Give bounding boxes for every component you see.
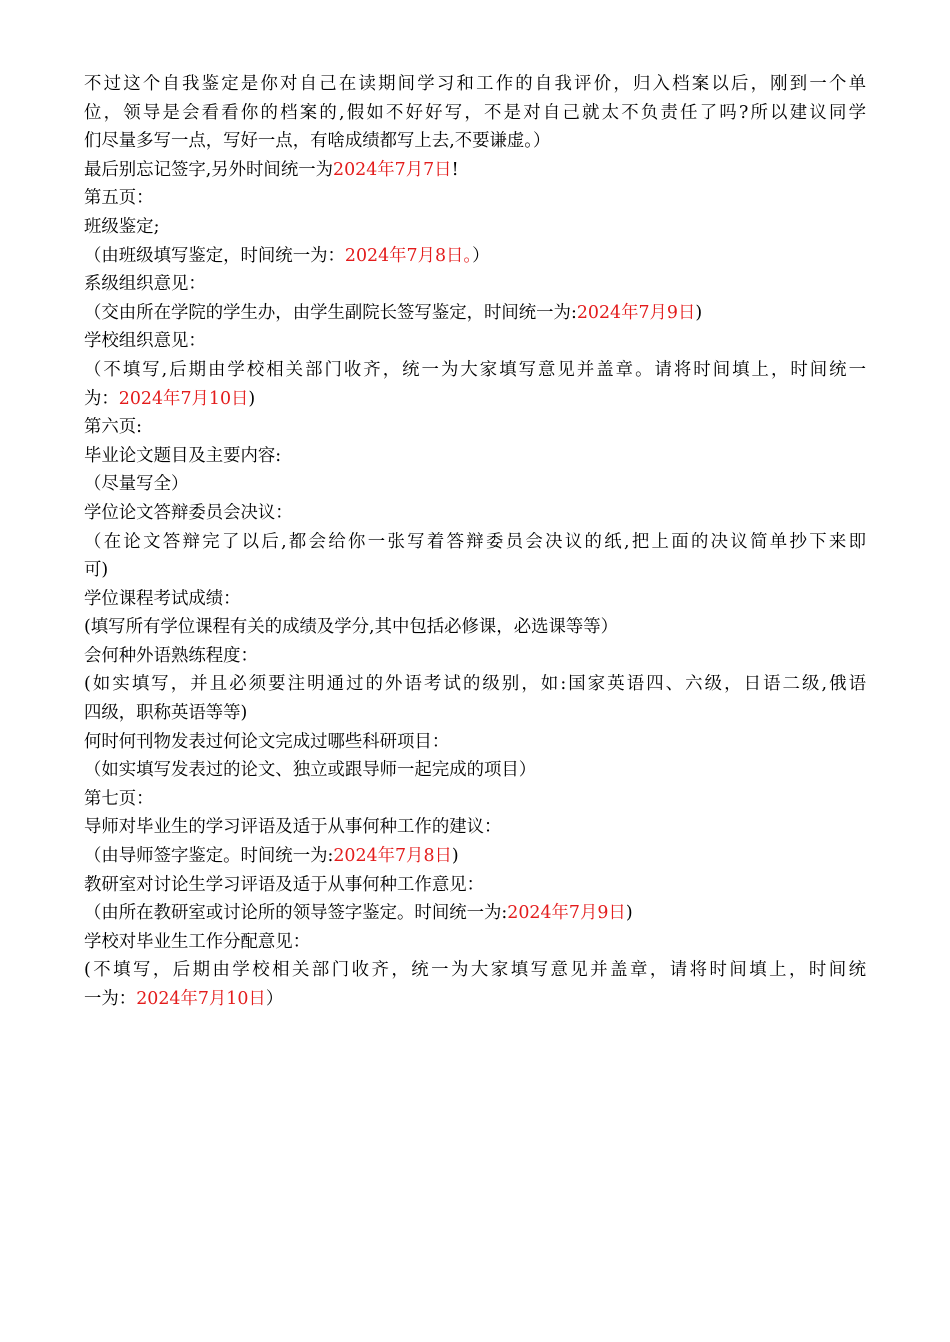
text-segment: （交由所在学院的学生办，由学生副院长签写鉴定，时间统一为:: [84, 302, 577, 323]
text-segment: 第六页:: [84, 417, 143, 438]
text-line: [84, 327, 866, 356]
text-segment: 四级，职称英语等等): [84, 703, 248, 724]
text-segment: 班级鉴定;: [84, 216, 160, 237]
text-segment: （由所在教研室或讨论所的领导签字鉴定。时间统一为:: [84, 903, 508, 924]
text-line: [84, 728, 866, 757]
text-line: [84, 156, 866, 185]
text-segment: ): [451, 846, 459, 867]
text-segment: !: [451, 159, 459, 180]
text-line: [84, 385, 866, 414]
text-line: [84, 270, 866, 299]
text-segment: ): [695, 302, 703, 323]
text-segment: 们尽量多写一点，写好一点，有啥成绩都写上去,不要谦虚。）: [84, 131, 551, 152]
highlighted-date: 2024年7月10日: [118, 388, 249, 409]
text-segment: 学位课程考试成绩：: [84, 588, 241, 609]
text-segment: 何时何刊物发表过何论文完成过哪些科研项目：: [84, 731, 450, 752]
text-line: [84, 670, 866, 699]
text-line: [84, 699, 866, 728]
text-segment: （不填写,后期由学校相关部门收齐，统一为大家填写意见并盖章。请将时间填上，时间统一: [84, 359, 866, 380]
text-line: [84, 871, 866, 900]
text-line: [84, 242, 866, 271]
text-segment: 一为：: [84, 989, 137, 1009]
text-line: [84, 413, 866, 442]
text-segment: 最后别忘记签字,另外时间统一为: [84, 159, 333, 180]
text-line: [84, 213, 866, 242]
highlighted-date: 2024年7月7日: [333, 159, 452, 180]
text-line: [84, 499, 866, 528]
text-segment: 为：: [84, 388, 119, 409]
text-line: [84, 127, 866, 156]
text-segment: （在论文答辩完了以后,都会给你一张写着答辩委员会决议的纸,把上面的决议简单抄下来即: [84, 531, 866, 552]
text-segment: (如实填写，并且必须要注明通过的外语考试的级别，如:国家英语四、六级，日语二级,俄语: [84, 674, 866, 695]
text-line: [84, 184, 866, 213]
text-line: [84, 99, 866, 128]
text-line: [84, 842, 866, 871]
text-line: [84, 356, 866, 385]
text-segment: （由班级填写鉴定，时间统一为：: [84, 245, 345, 266]
text-segment: 学校对毕业生工作分配意见：: [84, 931, 311, 952]
text-line: [84, 813, 866, 842]
text-line: [84, 985, 866, 1014]
text-segment: （如实填写发表过的论文、独立或跟导师一起完成的项目）: [84, 760, 537, 781]
text-line: [84, 613, 866, 642]
text-segment: 第七页：: [84, 788, 154, 809]
text-segment: (填写所有学位课程有关的成绩及学分,其中包括必修课，必选课等等）: [84, 617, 619, 638]
text-segment: 毕业论文题目及主要内容:: [84, 445, 282, 466]
text-line: [84, 442, 866, 471]
document-body: [84, 70, 866, 1014]
text-segment: (不填写，后期由学校相关部门收齐，统一为大家填写意见并盖章，请将时间填上，时间统: [84, 960, 866, 981]
text-segment: 可): [84, 560, 109, 581]
text-line: [84, 928, 866, 957]
text-segment: 位，领导是会看看你的档案的,假如不好好写，不是对自己就太不负责任了吗?所以建议同学: [84, 102, 866, 123]
text-segment: （由导师签字鉴定。时间统一为:: [84, 846, 334, 867]
highlighted-date: 2024年7月8日。: [344, 245, 473, 266]
text-segment: 第五页：: [84, 188, 154, 209]
text-line: [84, 785, 866, 814]
text-segment: ）: [472, 245, 490, 266]
text-line: [84, 642, 866, 671]
text-line: [84, 70, 866, 99]
text-line: [84, 470, 866, 499]
text-segment: 系级组织意见：: [84, 274, 206, 295]
text-segment: 会何种外语熟练程度：: [84, 645, 258, 666]
text-segment: 不过这个自我鉴定是你对自己在读期间学习和工作的自我评价，归入档案以后，刚到一个单: [84, 74, 866, 94]
text-line: [84, 899, 866, 928]
text-line: [84, 585, 866, 614]
text-segment: （尽量写全）: [84, 474, 189, 495]
text-segment: 教研室对讨论生学习评语及适于从事何种工作意见：: [84, 874, 484, 895]
text-segment: ）: [265, 989, 284, 1009]
text-segment: 学位论文答辩委员会决议：: [84, 502, 293, 523]
highlighted-date: 2024年7月10日: [136, 989, 266, 1009]
text-line: [84, 756, 866, 785]
highlighted-date: 2024年7月9日: [507, 903, 626, 924]
highlighted-date: 2024年7月8日: [333, 846, 452, 867]
highlighted-date: 2024年7月9日: [576, 302, 696, 323]
text-line: [84, 299, 866, 328]
text-segment: 导师对毕业生的学习评语及适于从事何种工作的建议：: [84, 817, 502, 838]
text-line: [84, 956, 866, 985]
text-line: [84, 556, 866, 585]
text-segment: 学校组织意见：: [84, 331, 206, 352]
text-line: [84, 528, 866, 557]
text-segment: ): [625, 903, 633, 924]
text-segment: ): [248, 388, 256, 409]
